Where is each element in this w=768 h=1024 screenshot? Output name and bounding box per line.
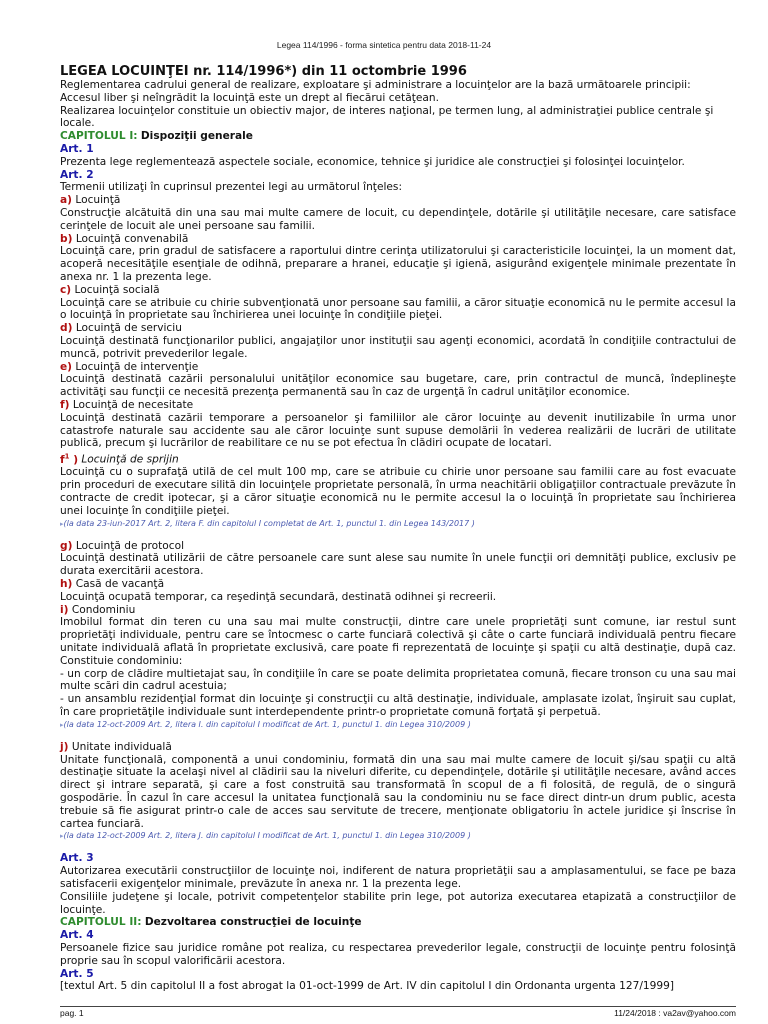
- art-5-text: [textul Art. 5 din capitolul II a fost abrogat la 01-oct-1999 de Art. IV din capitolul I din Ordonanta urgenta 127/1999]: [60, 980, 674, 993]
- def-term: Unitate individuală: [71, 740, 172, 753]
- def-term: Locuinţă de intervenţie: [75, 360, 199, 373]
- def-d-text: Locuinţă destinată funcţionarilor publici, angajaţilor unor instituţii sau agenţi economici, acordată în condiţiile contractului de muncă, potrivit prevederilor legale.: [60, 334, 736, 360]
- chapter-title: Dezvoltarea construcţiei de locuinţe: [144, 916, 362, 929]
- def-f1-heading: [60, 450, 736, 466]
- amendment-text: (la data 12-oct-2009 Art. 2, litera I. din capitolul I modificat de Art. 1, punctul 1. din Legea 310/2009 ): [63, 719, 471, 729]
- triangle-icon: ▸: [60, 832, 64, 841]
- def-c-text: Locuinţă care se atribuie cu chirie subvenţionată unor persoane sau familii, a căror situaţie economică nu le permite accesul la o locuinţă în proprietate sau închirierea unei locuinţe în condiţiile pieţei.: [60, 296, 736, 322]
- def-c-heading: [60, 284, 736, 297]
- def-letter: e): [60, 360, 73, 373]
- chapter-label: CAPITOLUL II:: [60, 916, 142, 929]
- def-i-text: Imobilul format din teren cu una sau mai multe construcţii, dintre care unele proprietăţi sunt comune, iar restul sunt proprietăţi individuale, pentru care se întocmesc o carte funciară colectivă şi câte o carte funciară individuală pentru fiecare unitate individuală aflată în proprietate exclusivă, care poate fi reprezentată de locuinţe şi spaţii cu altă destinaţie, după caz. Constituie condominiu:: [60, 616, 736, 667]
- def-letter: i): [60, 603, 69, 616]
- amendment-text: (la data 23-iun-2017 Art. 2, litera F. din capitolul I completat de Art. 1, punctul 1. din Legea 143/2017 ): [63, 518, 475, 528]
- def-h-text: Locuinţă ocupată temporar, ca reşedinţă secundară, destinată odihnei şi recreerii.: [60, 590, 497, 603]
- art-4-text: Persoanele fizice sau juridice române pot realiza, cu respectarea prevederilor legale, construcţii de locuinţe pentru folosinţă proprie sau în scopul valorificării acestora.: [60, 941, 736, 967]
- def-letter: j): [60, 740, 69, 753]
- def-letter: d): [60, 322, 73, 335]
- def-term: Locuinţă: [75, 194, 121, 207]
- chapter-2-heading: [60, 916, 736, 929]
- def-g-text: Locuinţă destinată utilizării de către persoanele care sunt alese sau numite în unele funcţii ori demnităţi publice, exclusiv pe durata exercitării acestora.: [60, 552, 736, 578]
- def-h-heading: [60, 578, 736, 591]
- art-3-label: Art. 3: [60, 852, 94, 865]
- def-letter: g): [60, 539, 73, 552]
- def-term: Condominiu: [71, 603, 136, 616]
- art-1-label: Art. 1: [60, 142, 94, 155]
- def-f1-text: Locuinţă cu o suprafaţă utilă de cel mult 100 mp, care se atribuie cu chirie unor persoane sau familii care au fost evacuate prin proceduri de executare silită din locuinţele proprietate personală, în urma neachitării obligaţiilor contractuale prevăzute în contracte de credit ipotecar, şi a căror situaţie economică nu le permite accesul la o locuinţă în proprietate sau închirierea unei locuinţe în condiţiile pieţei.: [60, 466, 736, 517]
- amendment-text: (la data 12-oct-2009 Art. 2, litera J. din capitolul I modificat de Art. 1, punctul 1. din Legea 310/2009 ): [63, 831, 471, 841]
- intro-paragraph: Reglementarea cadrului general de realizare, exploatare şi administrare a locuinţelor are la bază următoarele principii:: [60, 79, 691, 91]
- law-title: LEGEA LOCUINŢEI nr. 114/1996*) din 11 octombrie 1996: [60, 64, 467, 79]
- def-term: Locuinţă de protocol: [75, 539, 185, 552]
- def-term: Locuinţă convenabilă: [75, 232, 189, 245]
- def-term: Casă de vacanţă: [75, 578, 165, 591]
- def-e-heading: [60, 361, 736, 374]
- def-letter: h): [60, 578, 73, 591]
- art-3-text: Consiliile judeţene şi locale, potrivit competenţelor stabilite prin lege, pot autoriza executarea etapizată a construcţiilor de locuinţe.: [60, 890, 736, 916]
- def-term: Locuinţă socială: [74, 283, 160, 296]
- art-2-label: Art. 2: [60, 168, 94, 181]
- law-content: [60, 64, 736, 993]
- amendment-note[interactable]: [60, 518, 736, 530]
- def-term: Locuinţă de serviciu: [75, 322, 182, 335]
- page-header: Legea 114/1996 - forma sintetica pentru data 2018-11-24: [276, 40, 492, 50]
- def-j-text: Unitate funcţională, componentă a unui condominiu, formată din una sau mai multe camere de locuit şi/sau spaţii cu altă destinaţie situate la acelaşi nivel al clădirii sau la niveluri diferite, cu dependinţele, dotările şi utilităţile necesare, având acces direct şi intrare separată, şi care a fost construită sau transformată în scopul de a fi folosită, de regulă, de o singură gospodărie. În cazul în care accesul la unitatea funcţională sau la condominiu nu se face direct dintr-un drum public, acesta trebuie să fie asigurat printr-o cale de acces sau servitute de trecere, menţionate obligatoriu în actele juridice şi înscrise în cartea funciară.: [60, 753, 736, 830]
- def-letter: f): [60, 398, 70, 411]
- def-a-heading: [60, 194, 736, 207]
- def-i-heading: [60, 604, 736, 617]
- art-5-label: Art. 5: [60, 967, 94, 980]
- def-letter-sup: 1: [64, 452, 70, 461]
- def-g-heading: [60, 540, 736, 553]
- def-d-heading: [60, 322, 736, 335]
- art-1-text: Prezenta lege reglementează aspectele sociale, economice, tehnice şi juridice ale construcţiei şi folosinţei locuinţelor.: [60, 155, 685, 168]
- def-letter: b): [60, 232, 73, 245]
- def-letter: c): [60, 283, 72, 296]
- def-letter-base: f: [60, 453, 65, 466]
- triangle-icon: ▸: [60, 519, 64, 528]
- chapter-title: Dispoziţii generale: [140, 130, 253, 143]
- amendment-note[interactable]: [60, 830, 736, 842]
- def-a-text: Construcţie alcătuită din una sau mai multe camere de locuit, cu dependinţele, dotările şi utilităţile necesare, care satisface cerinţele de locuit ale unei persoane sau familii.: [60, 206, 736, 232]
- def-e-text: Locuinţă destinată cazării personalului unităţilor economice sau bugetare, care, prin contractul de muncă, îndeplineşte activităţi sau funcţii ce necesită prezenţa permanentă sau în caz de urgenţă în cadrul unităţilor economice.: [60, 373, 736, 399]
- def-term: Locuinţă de necesitate: [72, 398, 194, 411]
- intro-paragraph: Accesul liber şi neîngrădit la locuinţă este un drept al fiecărui cetăţean.: [60, 91, 439, 104]
- def-term: Locuinţă de sprijin: [81, 453, 179, 466]
- def-i-item: - un ansamblu rezidenţial format din locuinţe şi construcţii cu altă destinaţie, individuale, amplasate izolat, înşiruit sau cuplat, în care proprietăţile individuale sunt interdependente printr-o proprietate comună forţată şi perpetuă.: [60, 693, 736, 718]
- footer-date-email: 11/24/2018 : va2av@yahoo.com: [614, 1008, 736, 1018]
- amendment-note[interactable]: [60, 719, 736, 731]
- page-number: pag. 1: [60, 1008, 84, 1018]
- page-footer: [60, 1006, 736, 1018]
- def-f-text: Locuinţă destinată cazării temporare a persoanelor şi familiilor ale căror locuinţe au devenit inutilizabile în urma unor catastrofe naturale sau accidente sau ale căror locuinţe sunt supuse demolării în vederea realizării de lucrări de utilitate publică, precum şi lucrărilor de reabilitare ce nu se pot efectua în clădiri ocupate de locatari.: [60, 411, 736, 450]
- art-3-text: Autorizarea executării construcţiilor de locuinţe noi, indiferent de natura proprietăţii sau a amplasamentului, se face pe baza satisfacerii exigenţelor minimale, prevăzute în anexa nr. 1 la prezenta lege.: [60, 865, 736, 890]
- intro-paragraph: Realizarea locuinţelor constituie un obiectiv major, de interes naţional, pe termen lung, al administraţiei publice centrale şi locale.: [60, 104, 714, 130]
- def-letter-paren: ): [73, 453, 79, 466]
- def-f-heading: [60, 399, 736, 412]
- art-4-label: Art. 4: [60, 929, 94, 942]
- def-b-heading: [60, 233, 736, 246]
- def-letter: a): [60, 194, 72, 207]
- def-j-heading: [60, 741, 736, 754]
- triangle-icon: ▸: [60, 720, 64, 729]
- def-b-text: Locuinţă care, prin gradul de satisfacere a raportului dintre cerinţa utilizatorului şi caracteristicile locuinţei, la un moment dat, acoperă necesităţile esenţiale de odihnă, preparare a hranei, educaţie şi igienă, asigurând exigenţele minimale prezentate în anexa nr. 1 la prezenta lege.: [60, 245, 736, 283]
- def-i-item: - un corp de clădire multietajat sau, în condiţiile în care se poate delimita proprietatea comună, fiecare tronson cu una sau mai multe scări din cadrul acestuia;: [60, 667, 736, 693]
- def-letter: [60, 454, 78, 466]
- chapter-label: CAPITOLUL I:: [60, 130, 138, 143]
- chapter-1-heading: [60, 130, 736, 143]
- art-2-text: Termenii utilizaţi în cuprinsul prezentei legi au următorul înţeles:: [60, 181, 403, 194]
